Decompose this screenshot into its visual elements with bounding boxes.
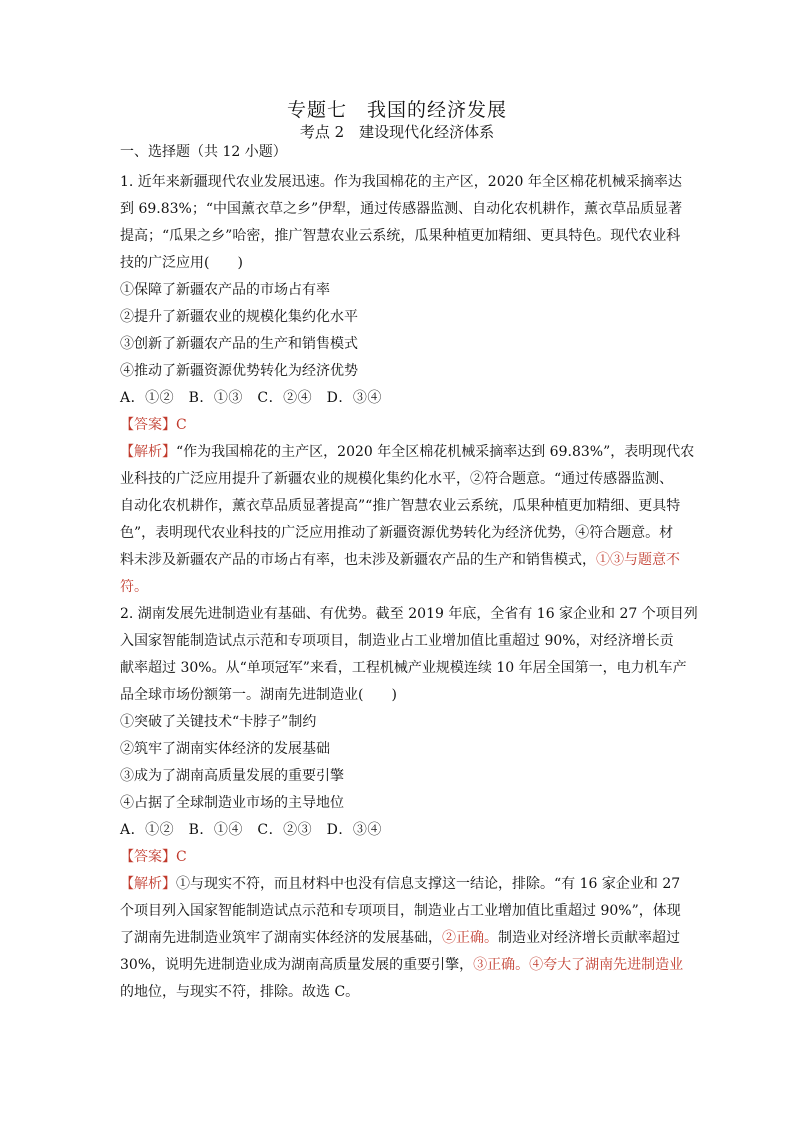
q2-analysis-line: [120, 875, 680, 893]
q1-item: ③创新了新疆农产品的生产和销售模式: [120, 336, 358, 352]
analysis-text: ①与现实不符，而且材料中也没有信息支撑这一结论，排除。“有 16 家企业和 27: [176, 876, 681, 892]
analysis-text: 料未涉及新疆农产品的市场占有率，也未涉及新疆农产品的生产和销售模式，: [120, 552, 596, 568]
q1-options: A．①② B．①③ C．②④ D．③④: [120, 390, 382, 406]
page-subtitle: 考点 2 建设现代化经济体系: [299, 123, 495, 141]
q1-stem-line: 提高；“瓜果之乡”哈密，推广智慧农业云系统，瓜果种植更加精细、更具特色。现代农业科: [120, 228, 681, 244]
q1-item: ②提升了新疆农业的规模化集约化水平: [120, 309, 358, 325]
q2-analysis-line: [120, 929, 680, 947]
q2-analysis-line: 个项目列入国家智能制造试点示范和专项项目，制造业占工业增加值比重超过 90%”，体现: [120, 903, 681, 919]
analysis-text: 了湖南先进制造业筑牢了湖南实体经济的发展基础，: [120, 930, 442, 946]
q2-item: ④占据了全球制造业市场的主导地位: [120, 795, 344, 811]
analysis-text: “作为我国棉花的主产区，2020 年全区棉花机械采摘率达到 69.83%”，表明现代农: [176, 444, 695, 460]
q2-stem-line: 2. 湖南发展先进制造业有基础、有优势。截至 2019 年底，全省有 16 家企业和 27 个项目列: [120, 606, 698, 622]
page-title: 专题七 我国的经济发展: [286, 99, 507, 121]
q2-stem-line: 入国家智能制造试点示范和专项项目，制造业占工业增加值比重超过 90%，对经济增长贡: [120, 633, 674, 649]
answer-label: 【答案】: [120, 417, 176, 433]
q1-item: ④推动了新疆资源优势转化为经济优势: [120, 363, 358, 379]
analysis-text: 30%，说明先进制造业成为湖南高质量发展的重要引擎，: [120, 957, 474, 973]
q2-item: ②筑牢了湖南实体经济的发展基础: [120, 741, 330, 757]
q2-item: ③成为了湖南高质量发展的重要引擎: [120, 768, 344, 784]
q2-stem-line: 献率超过 30%。从“单项冠军”来看，工程机械产业规模连续 10 年居全国第一，电力机车产: [120, 660, 687, 676]
answer-value: C: [176, 417, 187, 433]
analysis-highlight: ③正确。④夸大了湖南先进制造业: [473, 957, 684, 973]
q2-analysis-line: 的地位，与现实不符，排除。故选 C。: [120, 984, 360, 1000]
q2-options: A．①② B．①④ C．②③ D．③④: [120, 822, 382, 838]
analysis-highlight: ②正确。: [442, 930, 498, 946]
q1-stem-line: 1. 近年来新疆现代农业发展迅速。作为我国棉花的主产区，2020 年全区棉花机械采摘率达: [120, 174, 682, 190]
q1-stem-line: 到 69.83%；“中国薰衣草之乡”伊犁，通过传感器监测、自动化农机耕作，薰衣草品质显著: [120, 201, 683, 217]
q1-item: ①保障了新疆农产品的市场占有率: [120, 282, 330, 298]
q1-analysis-line: [120, 551, 680, 569]
answer-value: C: [176, 849, 187, 865]
analysis-label: 【解析】: [120, 876, 176, 892]
q2-answer: [120, 848, 187, 866]
analysis-highlight: ①③与题意不: [596, 552, 680, 568]
q1-analysis-line: 自动化农机耕作，薰衣草品质显著提高”“推广智慧农业云系统，瓜果种植更加精细、更具特: [120, 498, 681, 514]
analysis-text: 制造业对经济增长贡献率超过: [498, 930, 680, 946]
q1-analysis-line: 业科技的广泛应用提升了新疆农业的规模化集约化水平，②符合题意。“通过传感器监测、: [120, 471, 674, 487]
q1-analysis-line: 符。: [120, 579, 148, 595]
q1-stem-line: 技的广泛应用( ): [120, 255, 243, 271]
section-heading: 一、选择题（共 12 小题）: [120, 144, 287, 160]
q2-analysis-line: [120, 956, 683, 974]
q2-stem-line: 品全球市场份额第一。湖南先进制造业( ): [120, 687, 397, 703]
q2-item: ①突破了关键技术“卡脖子”制约: [120, 714, 317, 730]
analysis-label: 【解析】: [120, 444, 176, 460]
q1-analysis-line: 色”，表明现代农业科技的广泛应用推动了新疆资源优势转化为经济优势，④符合题意。材: [120, 525, 674, 541]
answer-label: 【答案】: [120, 849, 176, 865]
q1-answer: [120, 416, 187, 434]
q1-analysis-line: [120, 443, 694, 461]
